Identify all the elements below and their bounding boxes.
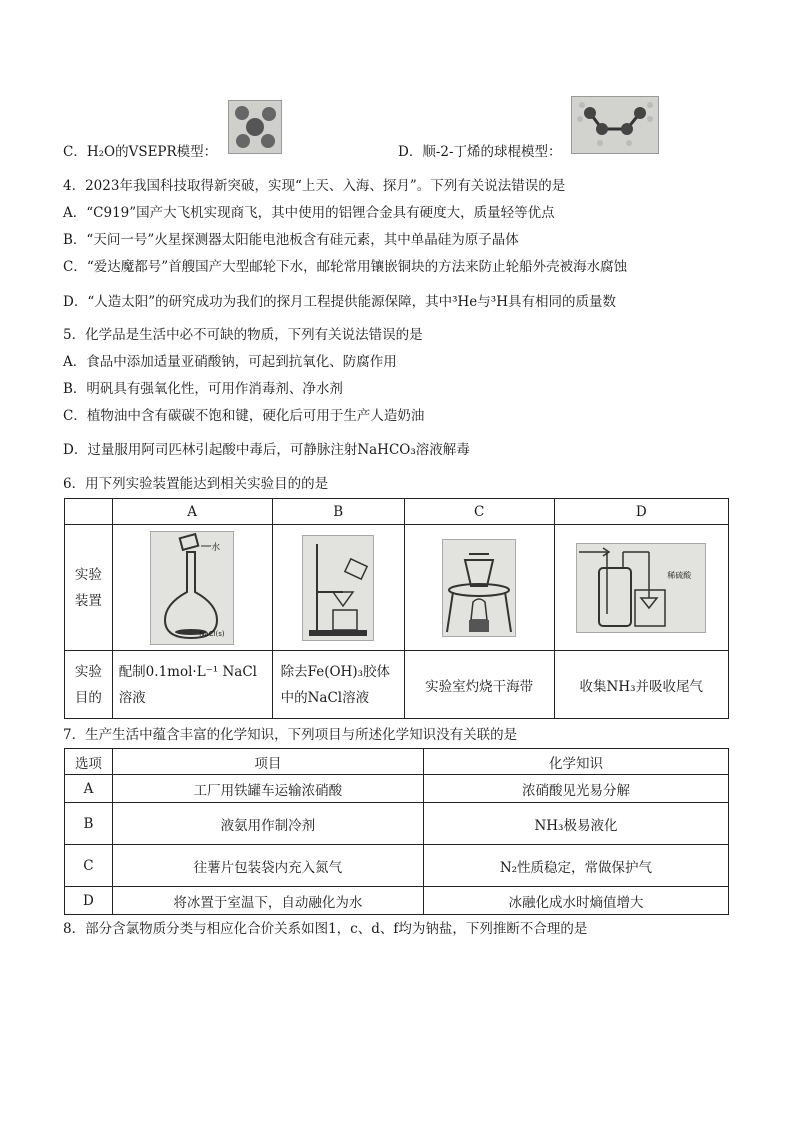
q7-row-b-option: B xyxy=(65,803,113,845)
q6-purpose-b: 除去Fe(OH)₃胶体中的NaCl溶液 xyxy=(272,651,404,719)
q6-purpose-d: 收集NH₃并吸收尾气 xyxy=(554,651,728,719)
q7-row-c-project: 往薯片包装袋内充入氮气 xyxy=(112,845,423,887)
water-label: 水 xyxy=(211,542,221,553)
q6-purpose-a: 配制0.1mol·L⁻¹ NaCl溶液 xyxy=(112,651,272,719)
q7-row-c-option: C xyxy=(65,845,113,887)
q5-option-c: C．植物油中含有碳碳不饱和键，硬化后可用于生产人造奶油 xyxy=(63,408,425,424)
q6-apparatus-c xyxy=(404,525,554,651)
q4-stem: 4．2023年我国科技取得新突破，实现“上天、入海、探月”。下列有关说法错误的是 xyxy=(63,178,566,194)
q5-stem: 5．化学品是生活中必不可缺的物质，下列有关说法错误的是 xyxy=(63,327,423,343)
q7-stem: 7．生产生活中蕴含丰富的化学知识，下列项目与所述化学知识没有关联的是 xyxy=(63,727,518,743)
q7-table xyxy=(64,748,729,915)
ball-stick-model-image xyxy=(571,96,659,154)
q7-row-d-project: 将冰置于室温下，自动融化为水 xyxy=(112,887,423,915)
q5-option-a: A．食品中添加适量亚硝酸钠，可起到抗氧化、防腐作用 xyxy=(63,354,397,370)
q3-option-c: C．H₂O的VSEPR模型： xyxy=(63,144,218,160)
q6-table xyxy=(64,498,729,719)
q6-stem: 6．用下列实验装置能达到相关实验目的的是 xyxy=(63,476,329,492)
q6-row1-label: 实验装置 xyxy=(65,525,113,651)
q6-apparatus-d xyxy=(554,525,728,651)
q6-header-a: A xyxy=(112,499,272,525)
table-row xyxy=(65,887,729,915)
q6-row2-label: 实验目的 xyxy=(65,651,113,719)
q7-row-c-knowledge: N₂性质稳定，常做保护气 xyxy=(423,845,728,887)
q4-option-c: C．“爱达魔都号”首艘国产大型邮轮下水，邮轮常用镶嵌铜块的方法来防止轮船外壳被海水腐蚀 xyxy=(63,259,628,275)
q5-option-b: B．明矾具有强氧化性，可用作消毒剂、净水剂 xyxy=(63,381,343,397)
q7-row-b-knowledge: NH₃极易液化 xyxy=(423,803,728,845)
table-row xyxy=(65,803,729,845)
q7-row-a-project: 工厂用铁罐车运输浓硝酸 xyxy=(112,775,423,803)
nacl-label: NaCl(s) xyxy=(199,629,225,638)
dilute-acid-label: 稀硫酸 xyxy=(667,570,692,580)
q7-row-b-project: 液氨用作制冷剂 xyxy=(112,803,423,845)
q6-header-c: C xyxy=(404,499,554,525)
table-row xyxy=(65,845,729,887)
q7-row-d-knowledge: 冰融化成水时熵值增大 xyxy=(423,887,728,915)
q6-apparatus-a xyxy=(112,525,272,651)
q7-header-option: 选项 xyxy=(65,749,113,775)
q7-header-project: 项目 xyxy=(112,749,423,775)
q6-purpose-c: 实验室灼烧干海带 xyxy=(404,651,554,719)
table-row xyxy=(65,775,729,803)
vsepr-model-image xyxy=(228,100,282,154)
q6-header-d: D xyxy=(554,499,728,525)
q6-header-b: B xyxy=(272,499,404,525)
q7-row-d-option: D xyxy=(65,887,113,915)
q6-apparatus-b xyxy=(272,525,404,651)
q3-option-d: D．顺-2-丁烯的球棍模型： xyxy=(398,144,562,160)
q7-row-a-option: A xyxy=(65,775,113,803)
q6-corner-cell xyxy=(65,499,113,525)
q4-option-b: B．“天问一号”火星探测器太阳能电池板含有硅元素，其中单晶硅为原子晶体 xyxy=(63,232,519,248)
q7-row-a-knowledge: 浓硝酸见光易分解 xyxy=(423,775,728,803)
q4-option-a: A．“C919”国产大飞机实现商飞，其中使用的铝锂合金具有硬度大，质量轻等优点 xyxy=(63,205,555,221)
q4-option-d: D．“人造太阳”的研究成功为我们的探月工程提供能源保障，其中³He与³H具有相同的质量数 xyxy=(63,294,616,310)
q7-header-knowledge: 化学知识 xyxy=(423,749,728,775)
q8-stem: 8．部分含氯物质分类与相应化合价关系如图1，c、d、f均为钠盐，下列推断不合理的是 xyxy=(63,921,588,937)
q5-option-d: D．过量服用阿司匹林引起酸中毒后，可静脉注射NaHCO₃溶液解毒 xyxy=(63,442,470,458)
